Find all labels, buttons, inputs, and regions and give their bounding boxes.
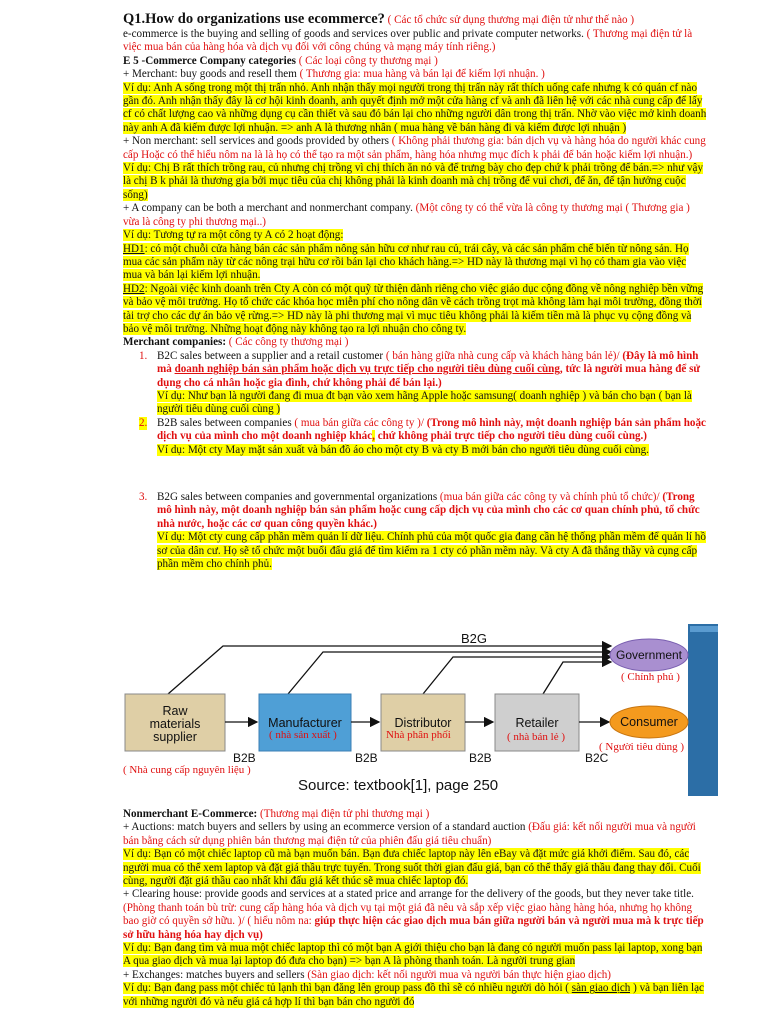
- clearing-example: Ví dụ: Bạn đang tìm và mua một chiếc laptop thì có một bạn A giới thiệu cho bạn là đang có người muốn pass lại laptop, xong bạn A qua giao dịch và mua lại laptop đó đưa cho bạn) => bạn A là phòng thanh toán. Là người trung gian: [123, 942, 703, 968]
- both-example-intro: Ví dụ: Tương tự ra một công ty A có 2 hoạt động:: [123, 229, 344, 242]
- exchanges-example: Ví dụ: Bạn đang pass một chiếc tủ lạnh thì bạn đăng lên group pass đồ thì sẽ có nhiều người dò hỏi ( sàn giao dịch ) và bạn liên lạc với những người đó và nếu giá cả hợp lí thì bạn bán cho người đó: [123, 982, 704, 1008]
- list-item-b2c: 1. B2C sales between a supplier and a retail customer ( bán hàng giữa nhà cung cấp và khách hàng bán lẻ)/ (Đây là mô hình mà doanh nghiệp bán sản phẩm hoặc dịch vụ trực tiếp cho người tiêu dùng cuối cùng, tức là người mua hàng để sử dụng cho cá nhân hoặc gia đình, chứ không phải để bán lại.) Ví dụ: Như bạn là người đang đi mua đt bạn vào xem hãng Apple hoặc samsung( doanh nghiệp ) và bán cho bạn ( bạn là người tiêu dùng cuối cùng ): [123, 350, 707, 417]
- government-vi: ( Chính phủ ): [621, 671, 680, 683]
- list-number: 2.: [139, 416, 148, 429]
- nonmerchant-heading: Nonmerchant E-Commerce: (Thương mại điện tử phi thương mại ): [123, 808, 430, 820]
- b2c-label: B2C: [585, 751, 609, 765]
- accent-band: [688, 624, 718, 796]
- hd1-paragraph: HD1: có một chuỗi cửa hàng bán các sản phẩm nông sản hữu cơ như rau củ, trái cây, và các sản phẩm chế biến từ nông sản. Họ mua các sản phẩm này từ các nông trại hữu cơ rồi bán lại cho khách hàng.=> HD này là thương mại vì họ có tham gia vào việc mua và bán lại kiếm lợi nhuận.: [123, 242, 689, 282]
- exchanges-definition: + Exchanges: matches buyers and sellers (Sàn giao dịch: kết nối người mua và người bán thực hiện giao dịch): [123, 968, 611, 981]
- retailer-vi: ( nhà bán lẻ ): [507, 731, 566, 743]
- supplier-vi: ( Nhà cung cấp nguyên liệu ): [123, 764, 251, 776]
- b2b-label-1: B2B: [233, 751, 256, 765]
- government-label: Government: [615, 648, 683, 662]
- list-item-b2g: 3. B2G sales between companies and governmental organizations (mua bán giữa các công ty và chính phủ tổ chức)/ (Trong mô hình này, một doanh nghiệp bán sản phẩm hoặc cung cấp dịch vụ của mình cho các cơ quan chính phủ, tổ chức nhà nước, hoặc các cơ quan công quyền khác.) Ví dụ: Một cty cung cấp phần mềm quản lí dữ liệu. Chính phủ của một quốc gia đang cần hệ thống phần mềm để quản lí hồ sơ của dân cư. Họ sẽ tổ chức một buổi đấu giá để tìm kiếm ra 1 cty có phần mềm này. Và cty A đã thắng thầy và cụng cấp phần mềm cho chính phủ.: [139, 491, 706, 571]
- b2g-label: B2G: [461, 631, 488, 646]
- supplier-label: Raw materials supplier: [149, 704, 201, 744]
- distributor-label: Distributor: [394, 716, 452, 730]
- merchant-companies-heading: Merchant companies: ( Các công ty thương mại ): [123, 336, 349, 349]
- document-body: [123, 10, 707, 571]
- consumer-vi: ( Người tiêu dùng ): [599, 741, 685, 753]
- list-item-b2b: 2. B2B sales between companies ( mua bán giữa các công ty )/ (Trong mô hình này, một doanh nghiệp bán sản phẩm hoặc dịch vụ của mình cho một doanh nghiệp khác, chứ không phải trực tiếp cho người tiêu dùng cuối cùng.) Ví dụ: Một cty May mặt sản xuất và bán đồ áo cho một cty B và cty B mới bán cho người tiêu dùng cuối cùng.: [139, 416, 706, 456]
- nonmerchant-section: [123, 808, 707, 1009]
- nonmerchant-example: Ví dụ: Chị B rất thích trồng rau, củ nhưng chị trồng vì chị thích ăn nó và để trưng bày cho đẹp chứ k phải trồng để bán.=> như vậy là chị B k phải là thương gia bởi mục tiêu của chị không phải là kinh doanh mà chị trồng để vui chơi, để ăn, để tận hưởng cuộc sống): [123, 162, 704, 201]
- auctions-example: Ví dụ: Bạn có một chiếc laptop cũ mà bạn muốn bán. Bạn đưa chiếc laptop này lên eBay và đặt mức giá khởi điểm. Sau đó, các người mua có thể xem laptop và đặt giá thầu trực tuyến. Trong suốt thời gian đấu giá, bạn có thể thấy giá thầu đang thay đổi. Cuối cùng, người đặt giá thầu cao nhất khi đấu giá kết thúc sẽ mua chiếc laptop đó.: [123, 848, 701, 888]
- hd2-paragraph: HD2: Ngoài việc kinh doanh trên Cty A còn có một quỹ từ thiện dành riêng cho việc giáo dục cộng đồng về nông nghiệp bền vững và bảo vệ môi trường. Họ tổ chức các khóa học miễn phí cho nông dân về cách trồng trọt mà không làm hại môi trường, đồng thời tài trợ cho các dự án bảo vệ rừng.=> HD này là phi thương mại vì mục tiêu không phải là kiếm tiền mà là phục vụ cộng đồng và bảo vệ môi trường. Những hoạt động này không tạo ra lợi nhuận cho công ty.: [123, 282, 704, 335]
- b2b-example: Ví dụ: Một cty May mặt sản xuất và bán đồ áo cho một cty B và cty B mới bán cho người tiêu dùng cuối cùng.: [157, 443, 649, 456]
- clearing-definition: + Clearing house: provide goods and services at a stated price and arrange for the delivery of the goods, but they never take title. (Phòng thanh toán bù trừ: cung cấp hàng hóa và dịch vụ tại một giá đã nêu và sắp xếp việc giao hàng hàng hóa, nhưng họ không bao giờ có quyền sở hữu. )/ ( hiểu nôm na: giúp thực hiện các giao dịch mua bán giữa người bán và người mua mà k trực tiếp sở hữu hàng hóa hay dịch vụ): [123, 888, 704, 941]
- nonmerchant-definition: + Non merchant: sell services and goods provided by others ( Không phải thương gia: bán dịch vụ và hàng hóa do người khác cung cấp Hoặc có thể hiểu nôm na là là họ có thể tạo ra một sản phẩm, hàng hóa nhưng mục đích k phải để bán hoặc kiếm lợi nhuận.): [123, 135, 706, 161]
- manufacturer-vi: ( nhà sản xuất ): [269, 729, 337, 741]
- e5-heading: E 5 -Commerce Company categories ( Các loại công ty thương mại ): [123, 54, 438, 67]
- manufacturer-label: Manufacturer: [268, 716, 342, 730]
- list-number: 3.: [139, 491, 148, 503]
- b2b-label-3: B2B: [469, 751, 492, 765]
- b2g-example: Ví dụ: Một cty cung cấp phần mềm quản lí dữ liệu. Chính phủ của một quốc gia đang cần hệ thống phần mềm để quản lí hồ sơ của dân cư. Họ sẽ tổ chức một buổi đấu giá để tìm kiếm ra 1 cty có phần mềm này. Và cty A đã thắng thầy và cụng cấp phần mềm cho chính phủ.: [157, 531, 706, 571]
- figure-source: Source: textbook[1], page 250: [298, 777, 499, 794]
- list-number: 1.: [139, 349, 148, 362]
- distributor-vi: Nhà phân phối: [386, 729, 451, 741]
- b2b-label-2: B2B: [355, 751, 378, 765]
- ecom-definition: e-commerce is the buying and selling of goods and services over public and private computer networks. ( Thương mại điện tử là việc mua bán của hàng hóa và dịch vụ đối với công chúng và mạng máy tính riêng.): [123, 28, 693, 54]
- merchant-definition: + Merchant: buy goods and resell them ( Thương gia: mua hàng và bán lại để kiếm lợi nhuận. ): [123, 68, 545, 81]
- b2c-example: Ví dụ: Như bạn là người đang đi mua đt bạn vào xem hãng Apple hoặc samsung( doanh nghiệp ) và bán cho bạn ( bạn là người tiêu dùng cuối cùng ): [157, 389, 692, 416]
- consumer-label: Consumer: [620, 715, 678, 729]
- supply-chain-diagram: [123, 624, 718, 796]
- retailer-label: Retailer: [515, 716, 559, 730]
- both-definition: + A company can be both a merchant and nonmerchant company. (Một công ty có thể vừa là công ty thương mại ( Thương gia ) vừa là công ty phi thương mại..): [123, 202, 690, 228]
- auctions-definition: + Auctions: match buyers and sellers by using an ecommerce version of a standard auction (Đấu giá: kết nối người mua và người bán bằng cách sử dụng phiên bản thương mại điện tử của phiên đấu giá tiêu chuẩn): [123, 821, 696, 847]
- q1-heading: Q1.How do organizations use ecommerce? ( Các tổ chức sử dụng thương mại điện tử như thế nào ): [123, 11, 635, 27]
- merchant-example: Ví dụ: Anh A sống trong một thị trấn nhỏ. Anh nhận thấy mọi người trong thị trấn này rất thích uống cafe nhưng k có quán cf nào gần đó. Anh nhận thấy đây là cơ hội kinh doanh, anh quyết định mở một cửa hàng cf và anh đã liên hệ với các nhà cung cấp để lấy cf có chất lượng cao và những dụng cụ cần thiết và sau đó bán lại cho những người dân trong thị trấn. Nhờ vào việc mở kinh doanh này anh A đã kiếm được lợi nhuận. => anh A là thương nhân ( mua hàng về bán hàng đi và kiếm được lợi nhuận ): [123, 81, 707, 134]
